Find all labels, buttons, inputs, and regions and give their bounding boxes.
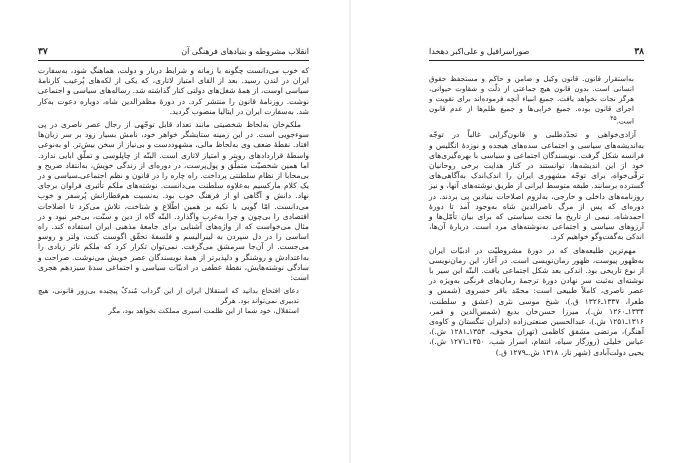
- paragraph: که خوب می‌دانست چگونه با زمانه و شرایط دربار و دولت، هماهنگ شود، به‌سفارت ایران در لندن رسید. بعد از القای امتیاز لاتاری، که یکی از لکه‌های پُرعیب کارنامهٔ سیاسی اوست، از همهٔ شغل‌های دولتی کنار گذاشته شد. رساله‌های سیاسی و اجتماعی نوشت. روزنامهٔ قانون را منتشر کرد. در دورهٔ مظفرالدین شاه، دوباره دعوت به‌کار شد. به‌سفارت ایران در ایتالیا منصوب گردید.: [37, 66, 309, 116]
- paragraph: مهم‌ترین طلیعه‌های که در دورهٔ مشروطیّت در ادبیّات ایران به‌ظهور پیوست، ظهور رمان‌نویسی است. در آغاز، این رمان‌نویسی از نوع تاریخی بود. اندکی بعد شکل اجتماعی یافت. البتّه این سیر با نوشته‌ای به‌ثبت سر نهادن دورهٔ ترجمهٔ رمان‌های فرنگی به‌ویژه در عصر ناصری، کاملاً طبیعی است: محمّد باقر خسروی (شمس و طغرا، ۱۳۳۷ـ۱۳۲۶ ق.)، شیخ موسی نثری (عشق و سلطنت، ۱۳۳۴ـ۱۲۶۰ ش.)، میرزا حسن‌خان بدیع (شمس‌الدین و قمر، ۱۳۱۶ـ۱۲۵۱ ش.)، عبدالحسین صنعتی‌زاده (دلیران تنگستان و کاوه‌ی آهنگر)، مرتضی مشفق کاظمی (تهران مخوف، ۱۳۵۴ـ۱۲۸۱ ش.)، عباس خلیلی (روزگار سیاه، انتقام، اسرار شب، ۱۳۵۰ـ۱۲۷۱ ش.)، یحیی دولت‌آبادی (شهر ناز، ۱۳۱۸ ش.ـ۱۲۷۹ ق.): [429, 245, 645, 357]
- quote-text: [429, 74, 634, 126]
- running-title: انقلاب مشروطه و بنیادهای فرهنگی آن: [181, 47, 309, 56]
- right-page-header: [429, 46, 644, 61]
- left-page-body: [38, 66, 309, 316]
- quote-line: استقلال، خود شما از این ظلمت اسیری مملکت نخواهد بود، مگر: [108, 306, 299, 316]
- page-number: ۳۸: [634, 47, 644, 57]
- left-page-header: [38, 46, 309, 61]
- quote-line: دعای افتخاع بدانید که استقلال ایران از این گرداب مُندکّ پیچیده بی‌زور قانونی، هیچ تدبیری نمی‌تواند بود. هرگز: [38, 286, 299, 306]
- paragraph: آزادی‌خواهی و تجدّدطلبی و قانون‌گرایی غالباً در توجّه به‌اندیشه‌های سیاسی و اجتماعی سده‌های هیجده و نوزدهٔ انگلیس و فرانسه شکل گرفت. نویسندگان اجتماعی و سیاسی با بهره‌گیری‌های خود از این اندیشه‌ها، توانستند در کنار هدایت برخی روحانیان ترقّی‌خواه، برای توجّه مشهوری ایران را اندک‌اندک به‌آگاهی‌های گسترده برسانند. طبقه متوسط ایرانی از طریق نوشته‌های آنها، و نیز روزنامه‌های داخلی و خارجی، به‌لزوم اصلاحات بنیادین پی بردند. در دوره‌ای که پس از مرگ ناصرالدین شاه به‌وجود آمد تا دورهٔ احمدشاه، نیمی از تاریخ ما تحت سیاستی که برای بیان تأمّل‌ها و آرزوهای سیاسی و اجتماعی به‌نوشته‌های مرد است. دربارهٔ آن‌ها، اندکی به‌گفت‌وگو خواهیم کرد.: [429, 130, 644, 242]
- quote-block: [429, 74, 644, 126]
- footnote-marker: ۴۵: [610, 115, 617, 122]
- running-title: صوراسرافیل و علی‌اکبر دهخدا: [429, 47, 530, 56]
- page-number: ۳۷: [38, 47, 48, 57]
- left-page: [0, 0, 349, 463]
- right-page-body: [429, 74, 644, 361]
- quote-line: به‌استقرار قانون. قانون وکیل و ضامن و حاکم و مستحفظ حقوق انسانی است. بدون قانون هیچ جماعتی از ذلّت و شقاوت حیوانی، هرگز نجات نخواهد یافت. جمیع انبیاء آنچه فرموده‌اند برای تقویت و اجرای قانون بوده. جمیع خرابی‌ها و جمیع ظلم‌ها از عدم قانون است.: [429, 74, 634, 126]
- paragraph: ملکم‌خان به‌لحاظ شخصیتی مانند تعداد قابل توجّهی از رجال عصر ناصری در پی سوءجویی است. در این زمینه ستایشگر خواهر خود، نامش بسیار زود بر سر زبان‌ها افتاد. نقطهٔ ضعف وی به‌لحاظ مالی، مشهوددست و بی‌نیاز از سخن بیش‌تر. او به‌نوعی واسطهٔ قراردادهای رویتر و امتیاز لاتاری است. البتّه از چاپلوسی و تملّق ابایی ندارد. اما همین شخصیّت متملّق و پول‌پرست، در دوره‌ای از زندگی خویش، به‌انتقاد صریح و بی‌محابا از نظام سلطنتی پرداخت. راه چاره را در قانون و نظم اجتماعی‌ـ‌سیاسی و در یک کلام مارکسیم به‌علاوه سلطنت می‌دانست. نوشته‌های ملکم تأثیری فراوان برجای نهاد. دانش و آگاهی او از فرهنگ خوب بود. به‌نسبت هم‌قطارانش پُرسفر و خوب می‌دانست. امّا گویی با تکیه بر همین اطّلاع و شناخت، تلاش می‌کرد تا اصلاحات اقتصادی را بی‌چون و چرا به‌غرب واگذارد. البتّه گاه از دین و سنّت، بی‌خبر نبود و در مثال می‌خواست که از واژه‌های آشنایی برای جامعهٔ مذهبی ایران استفاده کند. راه اساسی را در دل سپردن به لیبرالیسم و فلسفهٔ تحقّق اگوست کنت، ولتر و روسو می‌جست. از آن‌جا سرمشق می‌گرفت. نمی‌توان تکرار کرد که ملکم تاثر زیادی را به‌اعتدادش و روشنگر و دلپذیرتر از همهٔ نویسندگان عصر خویش می‌نوشت. صراحت و سادگی نوشته‌هایش، نقطهٔ عطفی در ادبیّات سیاسی و اجتماعی سدهٔ سیزدهم هجری است:: [38, 120, 309, 283]
- quote-block: [38, 286, 309, 316]
- right-page: [351, 0, 700, 463]
